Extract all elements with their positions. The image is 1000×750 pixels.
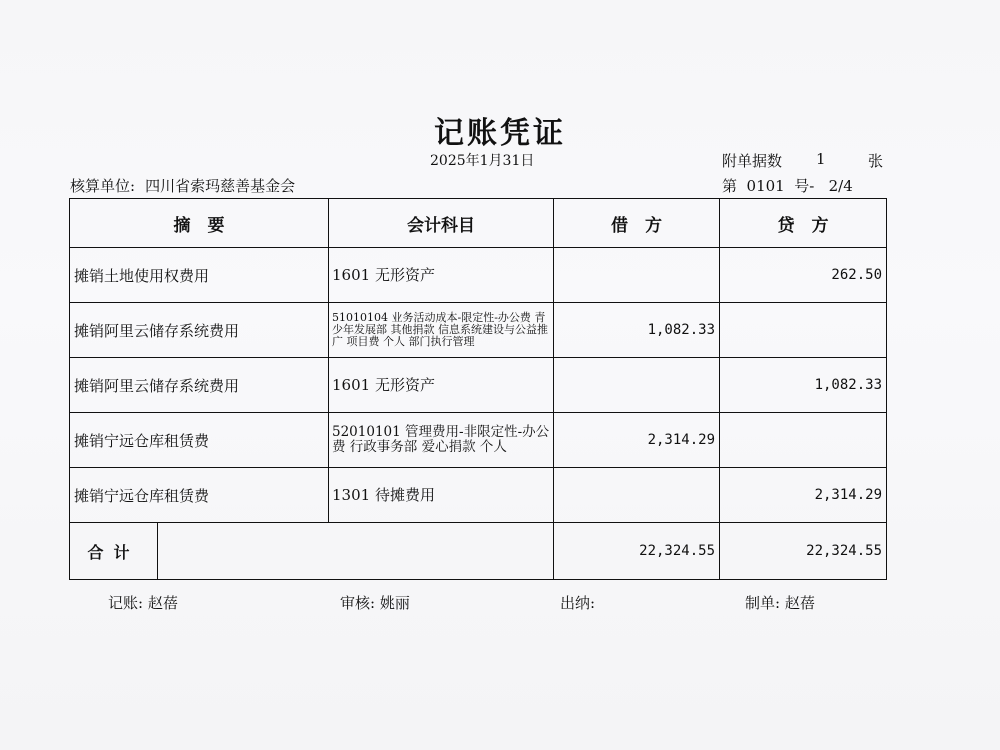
row-summary: 摊销阿里云储存系统费用 <box>70 303 329 358</box>
accounting-unit <box>70 175 295 196</box>
table-row <box>70 358 887 413</box>
row-account: 1601 无形资产 <box>329 358 554 413</box>
table-row <box>70 248 887 303</box>
row-credit: 1,082.33 <box>720 358 887 413</box>
total-blank <box>158 523 554 580</box>
row-debit: 2,314.29 <box>554 413 720 468</box>
total-debit: 22,324.55 <box>554 523 720 580</box>
row-summary: 摊销宁远仓库租赁费 <box>70 468 329 523</box>
cashier-signature: 出纳: <box>560 594 596 612</box>
header-debit: 借 方 <box>554 199 720 248</box>
row-credit <box>720 303 887 358</box>
preparer-signature: 制单: 赵蓓 <box>745 594 815 612</box>
table-row <box>70 468 887 523</box>
row-account: 51010104 业务活动成本-限定性-办公费 青少年发展部 其他捐款 信息系统建设与公益推广 项目费 个人 部门执行管理 <box>329 303 554 358</box>
attachments-label: 附单据数 <box>722 152 783 170</box>
voucher-date: 2025年1月31日 <box>430 153 535 169</box>
reviewer-signature: 审核: 姚丽 <box>340 594 410 612</box>
row-account: 1301 待摊费用 <box>329 468 554 523</box>
total-credit: 22,324.55 <box>720 523 887 580</box>
row-debit <box>554 248 720 303</box>
voucher-title: 记账凭证 <box>434 116 566 151</box>
row-summary: 摊销土地使用权费用 <box>70 248 329 303</box>
row-credit: 262.50 <box>720 248 887 303</box>
row-credit: 2,314.29 <box>720 468 887 523</box>
voucher-table <box>69 198 887 580</box>
row-account: 52010101 管理费用-非限定性-办公费 行政事务部 爱心捐款 个人 <box>329 413 554 468</box>
table-row <box>70 413 887 468</box>
total-row <box>70 523 887 580</box>
row-debit <box>554 468 720 523</box>
row-account: 1601 无形资产 <box>329 248 554 303</box>
row-debit: 1,082.33 <box>554 303 720 358</box>
voucher-number: 第 0101 号- 2/4 <box>722 177 853 195</box>
attachments-number: 1 <box>816 150 826 168</box>
row-summary: 摊销宁远仓库租赁费 <box>70 413 329 468</box>
header-credit: 贷 方 <box>720 199 887 248</box>
header-account: 会计科目 <box>329 199 554 248</box>
bookkeeper-signature: 记账: 赵蓓 <box>108 594 178 612</box>
header-summary: 摘 要 <box>70 199 329 248</box>
attachments-count <box>722 150 884 171</box>
row-debit <box>554 358 720 413</box>
unit-name: 四川省索玛慈善基金会 <box>145 177 296 195</box>
row-summary: 摊销阿里云储存系统费用 <box>70 358 329 413</box>
table-header-row <box>70 199 887 248</box>
total-label: 合计 <box>70 523 158 580</box>
row-credit <box>720 413 887 468</box>
table-row <box>70 303 887 358</box>
unit-label: 核算单位: <box>70 177 136 195</box>
attachments-unit: 张 <box>868 152 884 170</box>
